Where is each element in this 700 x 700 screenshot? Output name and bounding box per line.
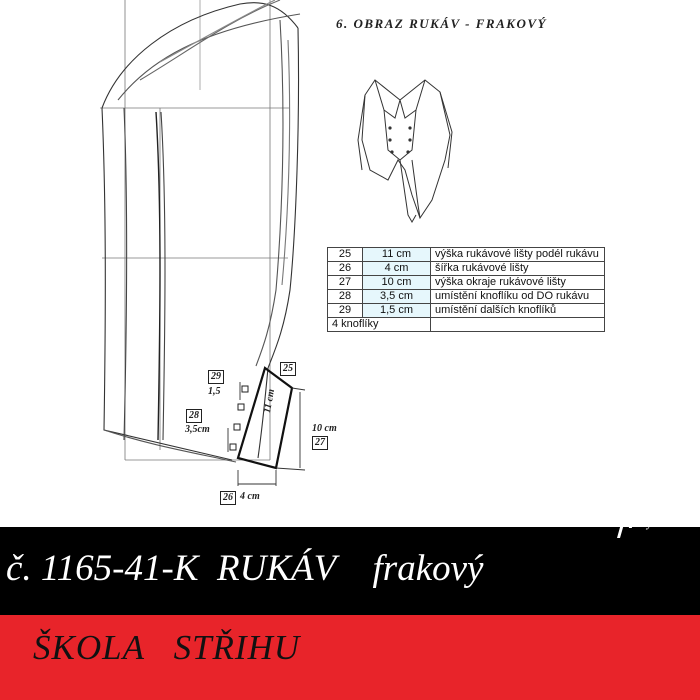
school-title: ŠKOLA STŘIHU (33, 628, 301, 667)
row-description: umístění dalších knoflíků (431, 304, 605, 318)
row-value: 11 cm (363, 248, 431, 262)
diagram-caption: 6. OBRAZ RUKÁV - FRAKOVÝ (336, 16, 547, 31)
label-10cm: 10 cm (312, 423, 337, 434)
row-number: 28 (328, 290, 363, 304)
label-1-5: 1,5 (208, 386, 221, 397)
table-row (328, 248, 605, 262)
row-number: 26 (328, 262, 363, 276)
sleeve-underarm-seam (102, 108, 232, 460)
product-title: č. 1165-41-K RUKÁV frakový (6, 548, 484, 589)
table-footer: 4 knoflíky (328, 318, 431, 332)
cuff-panel (238, 368, 292, 468)
row-value: 1,5 cm (363, 304, 431, 318)
tag-25: 25 (280, 362, 296, 376)
label-11cm: 11 cm (262, 388, 278, 414)
tailcoat-sketch (358, 80, 452, 222)
logo-line-1: Střihy (637, 503, 665, 515)
empty-cell (431, 318, 605, 332)
row-value: 4 cm (363, 262, 431, 276)
measurement-table (327, 247, 605, 332)
row-description: šířka rukávové lišty (431, 262, 605, 276)
button-mark-4 (230, 444, 236, 450)
logo-text (636, 502, 666, 532)
row-number: 27 (328, 276, 363, 290)
row-description: umístění knoflíku od DO rukávu (431, 290, 605, 304)
sleeve-top-seam (268, 28, 299, 368)
tag-29: 29 (208, 370, 224, 384)
table-row (328, 276, 605, 290)
tag-27: 27 (312, 436, 328, 450)
row-number: 29 (328, 304, 363, 318)
row-value: 3,5 cm (363, 290, 431, 304)
label-4cm: 4 cm (240, 491, 260, 502)
row-number: 25 (328, 248, 363, 262)
table-row (328, 304, 605, 318)
logo-line-2: Otylka (636, 518, 666, 530)
row-description: výška okraje rukávové lišty (431, 276, 605, 290)
row-value: 10 cm (363, 276, 431, 290)
table-row (328, 290, 605, 304)
table-row (328, 318, 605, 332)
button-mark-1 (242, 386, 248, 392)
tag-28: 28 (186, 409, 202, 423)
label-3-5cm: 3,5cm (185, 424, 210, 435)
row-description: výška rukávové lišty podél rukávu (431, 248, 605, 262)
tag-26: 26 (220, 491, 236, 505)
button-mark-2 (238, 404, 244, 410)
button-mark-3 (234, 424, 240, 430)
table-row (328, 262, 605, 276)
